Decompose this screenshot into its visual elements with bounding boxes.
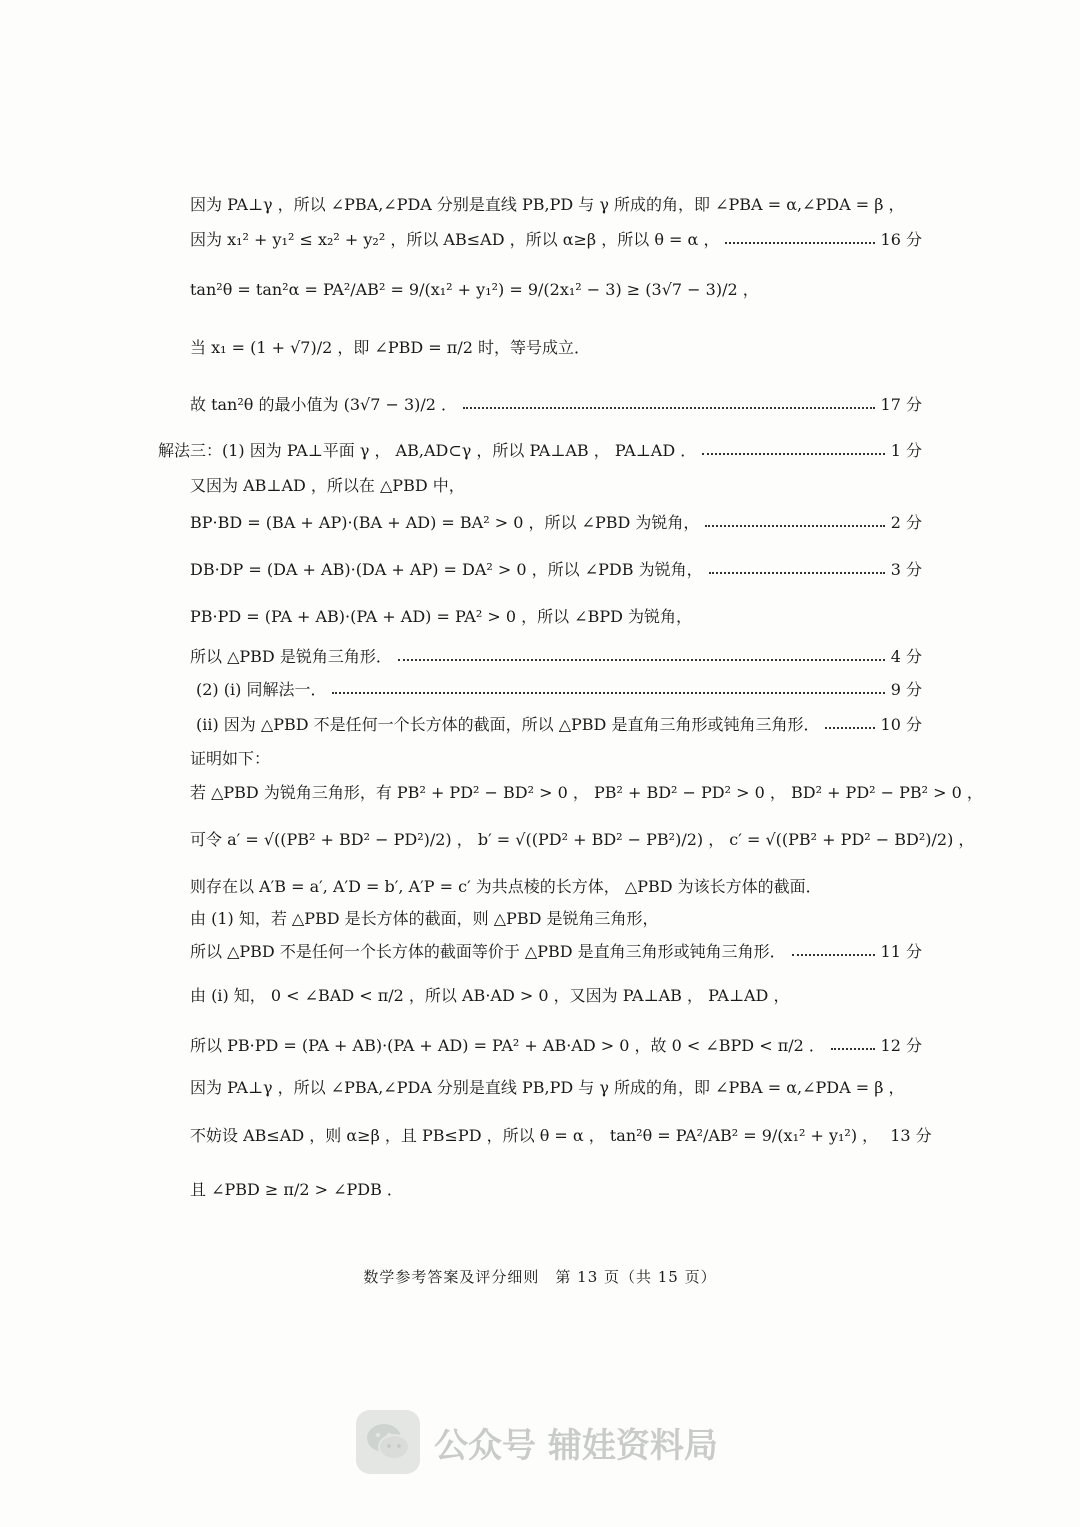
text-line bbox=[190, 1076, 922, 1100]
dot-leader bbox=[702, 451, 884, 455]
score-label: 12 分 bbox=[880, 1036, 922, 1055]
dot-leader bbox=[398, 657, 885, 661]
text-line bbox=[190, 828, 975, 852]
dot-leader bbox=[332, 690, 884, 694]
line-text: DB·DP = (DA + AB)·(DA + AP) = DA² > 0 ，所以 ∠PDB 为锐角， bbox=[190, 560, 703, 579]
line-text: 又因为 AB⊥AD ，所以在 △PBD 中， bbox=[190, 476, 465, 495]
text-line bbox=[190, 511, 922, 535]
text-line bbox=[196, 678, 922, 702]
line-text: 若 △PBD 为锐角三角形，有 PB² + PD² − BD² > 0 ， PB² + BD² − PD² > 0 ， BD² + PD² − PB² > 0 ， bbox=[190, 783, 983, 802]
line-text: 由 (i) 知， 0 < ∠BAD < π/2 ，所以 AB·AD > 0 ，又因为 PA⊥AB ， PA⊥AD ， bbox=[190, 986, 790, 1005]
line-text: 且 ∠PBD ≥ π/2 > ∠PDB ． bbox=[190, 1180, 403, 1199]
line-text: tan²θ = tan²α = PA²/AB² = 9/(x₁² + y₁²) = 9/(2x₁² − 3) ≥ (3√7 − 3)/2 ， bbox=[190, 280, 759, 299]
dot-leader bbox=[825, 725, 874, 729]
text-line bbox=[190, 747, 922, 771]
text-line bbox=[190, 1034, 922, 1058]
line-text: 所以 △PBD 不是任何一个长方体的截面等价于 △PBD 是直角三角形或钝角三角形． bbox=[190, 942, 786, 961]
line-text: 当 x₁ = (1 + √7)/2 ，即 ∠PBD = π/2 时，等号成立． bbox=[190, 338, 590, 357]
score-label: 16 分 bbox=[880, 230, 922, 249]
score-label: 3 分 bbox=[890, 560, 922, 579]
text-line bbox=[190, 781, 983, 805]
dot-leader bbox=[709, 570, 885, 574]
text-line bbox=[190, 558, 922, 582]
watermark bbox=[356, 1410, 718, 1474]
text-line bbox=[196, 713, 922, 737]
score-label: 17 分 bbox=[880, 395, 922, 414]
line-text: BP·BD = (BA + AP)·(BA + AD) = BA² > 0 ，所以 ∠PBD 为锐角， bbox=[190, 513, 700, 532]
dot-leader bbox=[463, 405, 875, 409]
score-label: 13 分 bbox=[890, 1126, 932, 1145]
dot-leader bbox=[792, 952, 875, 956]
line-text: 因为 PA⊥γ ，所以 ∠PBA,∠PDA 分别是直线 PB,PD 与 γ 所成的角，即 ∠PBA = α,∠PDA = β ， bbox=[190, 195, 905, 214]
watermark-text: 公众号 辅娃资料局 bbox=[434, 1425, 718, 1466]
line-text: 证明如下： bbox=[190, 749, 271, 768]
dot-leader bbox=[831, 1046, 875, 1050]
line-text: 解法三：(1) 因为 PA⊥平面 γ ， AB,AD⊂γ ，所以 PA⊥AB ， PA⊥AD ． bbox=[158, 441, 697, 460]
score-label: 9 分 bbox=[890, 680, 922, 699]
text-line bbox=[190, 875, 922, 899]
score-label: 11 分 bbox=[880, 942, 922, 961]
line-text: 由 (1) 知，若 △PBD 是长方体的截面，则 △PBD 是锐角三角形， bbox=[190, 909, 659, 928]
dot-leader bbox=[705, 523, 884, 527]
line-text: 所以 PB·PD = (PA + AB)·(PA + AD) = PA² + AB·AD > 0 ，故 0 < ∠BPD < π/2 ． bbox=[190, 1036, 825, 1055]
score-label: 2 分 bbox=[890, 513, 922, 532]
line-text: 则存在以 A′B = a′, A′D = b′, A′P = c′ 为共点棱的长方体， △PBD 为该长方体的截面． bbox=[190, 877, 822, 896]
line-text: 所以 △PBD 是锐角三角形． bbox=[190, 647, 392, 666]
line-text: 因为 x₁² + y₁² ≤ x₂² + y₂² ，所以 AB≤AD ，所以 α≥β ，所以 θ = α ， bbox=[190, 230, 720, 249]
line-text: PB·PD = (PA + AB)·(PA + AD) = PA² > 0 ，所以 ∠BPD 为锐角， bbox=[190, 607, 693, 626]
text-line bbox=[190, 1178, 922, 1202]
text-line bbox=[190, 605, 922, 629]
line-text: 因为 PA⊥γ ，所以 ∠PBA,∠PDA 分别是直线 PB,PD 与 γ 所成的角，即 ∠PBA = α,∠PDA = β ， bbox=[190, 1078, 905, 1097]
text-line bbox=[190, 645, 922, 669]
text-line bbox=[190, 193, 922, 217]
text-line bbox=[190, 984, 922, 1008]
line-text: 可令 a′ = √((PB² + BD² − PD²)/2) ， b′ = √((PD² + BD² − PB²)/2) ， c′ = √((PB² + PD² − BD²)/2) ， bbox=[190, 830, 975, 849]
line-text: (2) (i) 同解法一． bbox=[196, 680, 327, 699]
text-line bbox=[190, 940, 922, 964]
text-line bbox=[190, 474, 922, 498]
text-line bbox=[190, 393, 922, 417]
line-text: 故 tan²θ 的最小值为 (3√7 − 3)/2 ． bbox=[190, 395, 458, 414]
score-label: 10 分 bbox=[880, 715, 922, 734]
score-label: 1 分 bbox=[890, 441, 922, 460]
text-line bbox=[190, 228, 922, 252]
page-footer: 数学参考答案及评分细则 第 13 页（共 15 页） bbox=[363, 1268, 717, 1286]
text-line bbox=[190, 1124, 932, 1148]
dot-leader bbox=[725, 240, 874, 244]
text-line bbox=[190, 278, 922, 302]
line-text: 不妨设 AB≤AD ，则 α≥β ，且 PB≤PD ，所以 θ = α ， tan²θ = PA²/AB² = 9/(x₁² + y₁²) ， bbox=[190, 1126, 879, 1145]
line-text: (ii) 因为 △PBD 不是任何一个长方体的截面，所以 △PBD 是直角三角形或钝角三角形． bbox=[196, 715, 820, 734]
wechat-icon bbox=[356, 1410, 420, 1474]
text-line bbox=[190, 336, 922, 360]
text-line bbox=[158, 439, 922, 463]
text-line bbox=[190, 907, 922, 931]
score-label: 4 分 bbox=[890, 647, 922, 666]
